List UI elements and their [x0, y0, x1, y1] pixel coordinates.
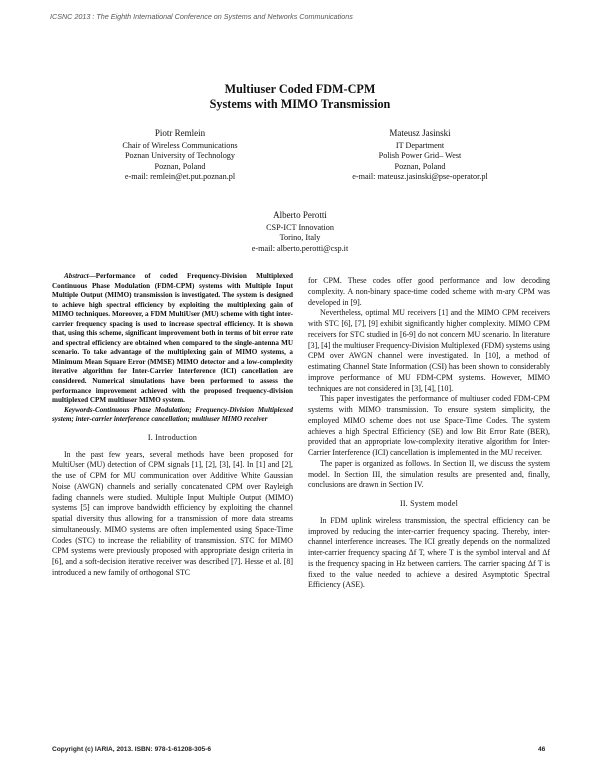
body-paragraph: The paper is organized as follows. In Section II, we discuss the system model. In Section III, the simulation results are presented and, finally, conclusions are drawn in Section IV. — [308, 458, 550, 490]
author-email: e-mail: alberto.perotti@csp.it — [251, 243, 349, 253]
section-heading-system-model: II. System model — [399, 499, 459, 508]
author-email: e-mail: mateusz.jasinski@pse-operator.pl — [352, 172, 488, 182]
paper-title — [0, 82, 600, 112]
author-location: Poznan, Poland — [394, 161, 446, 171]
author-location: Poznan, Poland — [154, 161, 206, 171]
paper-title-line1: Multiuser Coded FDM-CPM — [224, 82, 376, 96]
author-location: Torino, Italy — [279, 233, 321, 243]
author-block-jasinski — [310, 128, 530, 183]
body-paragraph: Nevertheless, optimal MU receivers [1] and the MIMO CPM receivers with STC [6], [7], [9] exhibit significantly higher complexity. MIMO CPM receivers for STC studied in [6-9] do not concern MU scenario. In literature [3], [4] the multiuser Frequency-Division Multiplexed (FDM) systems using CPM over AWGN channel were investigated. In [10], a method of estimating Channel State Information (CSI) has been shown to considerably improve performance of MU FDM-CPM systems. However, MIMO techniques are not considered in [3], [4], [10]. — [308, 308, 550, 393]
author-block-remlein — [80, 128, 280, 183]
author-name: Mateusz Jasinski — [389, 128, 451, 138]
paper-title-line2: Systems with MIMO Transmission — [209, 97, 391, 111]
body-paragraph: for CPM. These codes offer good performance and low decoding complexity. A non-binary space-time coded scheme with m-ary CPM was developed in [9]. — [308, 276, 550, 307]
author-name: Alberto Perotti — [273, 210, 327, 220]
section-heading-introduction: I. Introduction — [147, 432, 198, 442]
abstract — [52, 272, 293, 406]
abstract-text: —Performance of coded Frequency-Division Multiplexed Continuous Phase Modulation (FDM-CPM) systems with Multiple Input Multiple Output (MIMO) transmission is investigated. The system is designed to achieve high spectral efficiency by exploiting the multiplexing gain of MIMO techniques. Moreover, a FDM MultiUser (MU) scheme with tight inter-carrier frequency spacing is used to increase spectral efficiency. It is shown that, using this scheme, significant improvement both in terms of bit error rate and spectral efficiency are obtained when compared to the single-antenna MU scenario. To take advantage of the multiplexing gain of MIMO systems, a Minimum Mean Square Error (MMSE) MIMO detector and a low-complexity iterative algorithm for Inter-Carrier Interference (ICI) cancellation are considered. Numerical simulations have been performed to assess the performance improvement achieved with the proposed frequency-division multiplexed CPM multiuser MIMO system. — [52, 272, 293, 405]
author-affiliation: Polish Power Grid– West — [378, 151, 462, 161]
author-affiliation: Chair of Wireless Communications — [122, 140, 238, 150]
body-paragraph: This paper investigates the performance of multiuser coded FDM-CPM systems with MIMO transmission. To ensure system simplicity, the employed MIMO scheme does not use Space-Time Codes. The system achieves a high Spectral Efficiency (SE) and low Bit Error Rate (BER), provided that an appropriate low-complexity iterative algorithm for Inter-Carrier Interference (ICI) cancellation is implemented in the MU receiver. — [308, 394, 550, 457]
page-number: 46 — [538, 746, 546, 753]
author-affiliation: CSP-ICT Innovation — [266, 222, 334, 232]
body-paragraph: In FDM uplink wireless transmission, the spectral efficiency can be improved by reducing the inter-carrier frequency spacing. Thereby, inter-channel interference increases. The ICI greatly depends on the normalized inter-carrier frequency spacing Δf T, where T is the symbol interval and Δf is the frequency spacing in Hz between carriers. The carrier spacing Δf T is fixed to the value needed to achieve a desired Asymptotic Spectral Efficiency (ASE). — [308, 515, 550, 590]
body-paragraph: In the past few years, several methods have been proposed for MultiUser (MU) detection of CPM signals [1], [2], [3], [4]. In [1] and [2], the use of CPM for MU communication over Additive White Gaussian Noise (AWGN) channels and serially concatenated CPM over Rayleigh fading channels were studied. Multiple Input Multiple Output (MIMO) systems [5] can improve bandwidth efficiency by exploiting the channel spatial diversity thus allowing for a transmission of more data streams simultaneously. MIMO systems are often implemented using Space-Time Codes (STC) to increase the reliability of transmission. STC for MIMO CPM systems were previously proposed with appropriate design criteria in [6], and a soft-decision iterative receiver was described [7]. Hesse et al. [8] introduced a new family of orthogonal STC — [52, 449, 293, 577]
left-column — [52, 272, 293, 579]
keywords: Keywords-Continuous Phase Modulation; Frequency-Division Multiplexed system; inter-carrier interference cancellation; multiuser MIMO receiver — [52, 405, 293, 424]
author-affiliation: IT Department — [395, 140, 445, 150]
author-email: e-mail: remlein@et.put.poznan.pl — [124, 172, 236, 182]
author-affiliation: Poznan University of Technology — [124, 151, 235, 161]
conference-header: ICSNC 2013 : The Eighth International Conference on Systems and Networks Communications — [50, 12, 353, 21]
copyright-footer: Copyright (c) IARIA, 2013. ISBN: 978-1-61208-305-6 — [52, 746, 212, 753]
abstract-label: Abstract — [64, 272, 89, 280]
right-column — [308, 276, 550, 591]
author-block-perotti — [200, 210, 400, 254]
author-name: Piotr Remlein — [154, 128, 206, 138]
